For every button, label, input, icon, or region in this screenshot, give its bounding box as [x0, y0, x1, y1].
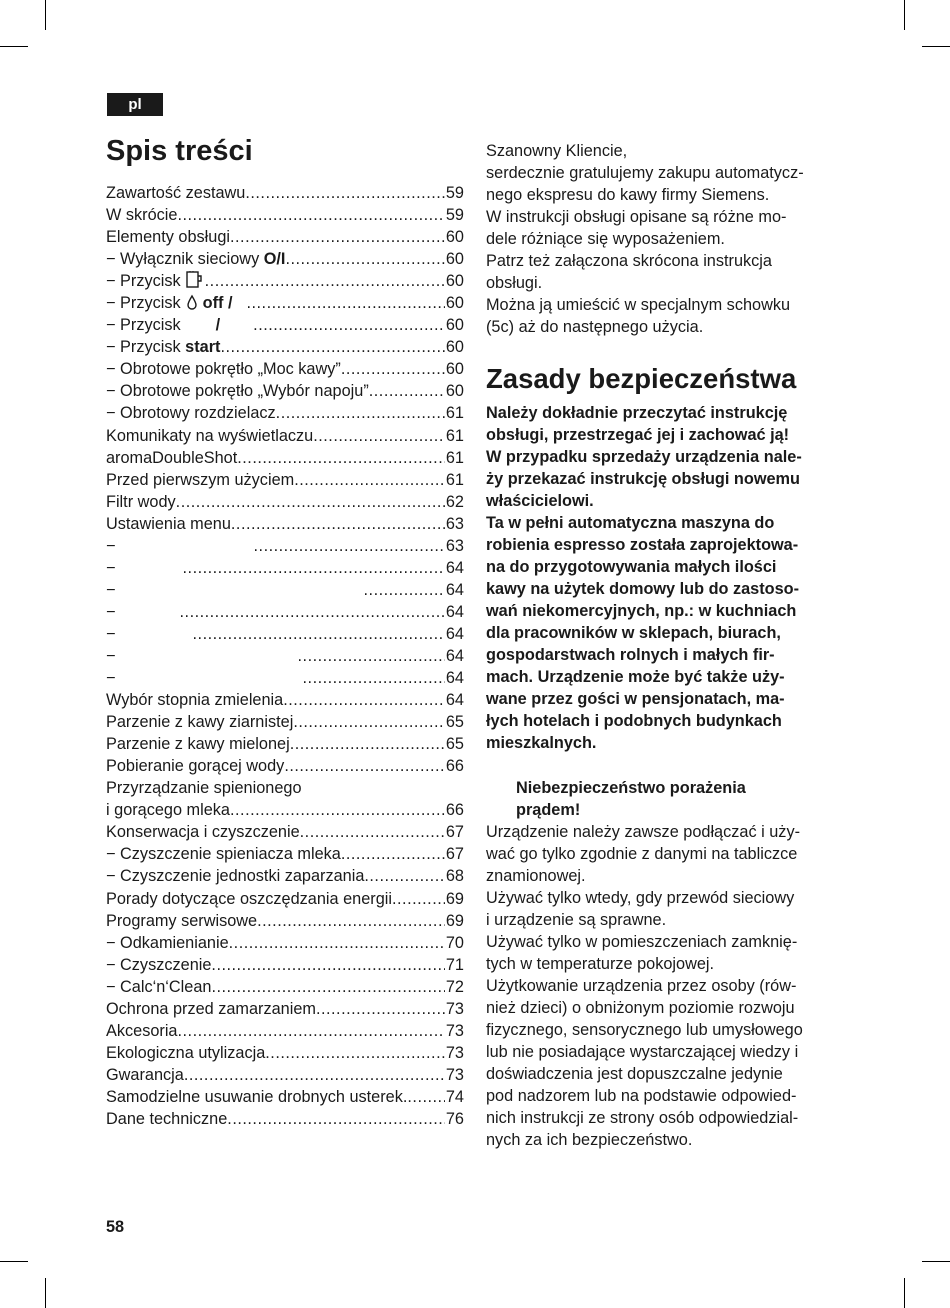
toc-leader-dots: [220, 336, 444, 358]
toc-leader-dots: [284, 755, 445, 777]
intro-line: Można ją umieścić w specjalnym schowku: [486, 296, 791, 314]
toc-entry-label: Przed pierwszym użyciem: [106, 470, 295, 489]
toc-page-number: 60: [445, 228, 464, 247]
toc-entry: [106, 535, 464, 557]
toc-entry: [106, 314, 464, 336]
toc-page-number: 61: [445, 426, 464, 445]
intro-line: Patrz też załączona skrócona instrukcja: [486, 252, 772, 270]
toc-leader-dots: [211, 954, 444, 976]
toc-page-number: 63: [445, 514, 464, 533]
toc-entry-label: − Czyszczenie spieniacza mleka: [106, 845, 341, 864]
toc-entry-label: Ochrona przed zamarzaniem: [106, 999, 316, 1018]
toc-entry: [106, 711, 464, 733]
safety-bold-line: wane przez gości w pensjonatach, ma-: [486, 690, 785, 708]
toc-leader-dots: [180, 601, 445, 623]
toc-entry: [106, 425, 464, 447]
toc-entry-label: − Calc‘n‘Clean: [106, 977, 212, 996]
toc-entry: [106, 601, 464, 623]
toc-entry-label: Ekologiczna utylizacja: [106, 1043, 266, 1062]
toc-entry-label: Filtr wody: [106, 492, 176, 511]
toc-leader-dots: [246, 292, 444, 314]
toc-leader-dots: [392, 888, 445, 910]
toc-entry: [106, 843, 464, 865]
crop-mark: [45, 1278, 46, 1308]
toc-entry-label: − Przycisk /: [106, 316, 221, 335]
safety-intro: [486, 402, 846, 754]
toc-page-number: 61: [445, 404, 464, 423]
safety-bold-line: mieszkalnych.: [486, 734, 597, 752]
toc-leader-dots: [230, 799, 445, 821]
safety-bold-line: Należy dokładnie przeczytać instrukcję: [486, 404, 788, 422]
toc-page-number: 70: [445, 933, 464, 952]
safety-bold-line: Ta w pełni automatyczna maszyna do: [486, 514, 775, 532]
safety-body-line: fizycznego, sensorycznego lub umysłowego: [486, 1021, 803, 1039]
toc-entry: [106, 292, 464, 314]
toc-page-number: 67: [445, 823, 464, 842]
toc-leader-dots: [341, 358, 445, 380]
safety-body-line: doświadczenia jest dopuszczalne jedynie: [486, 1065, 783, 1083]
intro-line: W instrukcji obsługi opisane są różne mo-: [486, 208, 787, 226]
toc-leader-dots: [364, 579, 445, 601]
toc-entry: [106, 1020, 464, 1042]
toc-leader-dots: [178, 1020, 445, 1042]
toc-entry-label: −: [106, 624, 116, 643]
toc-entry-label: −: [106, 646, 116, 665]
toc-entry-label: Komunikaty na wyświetlaczu: [106, 426, 314, 445]
toc-entry: [106, 579, 464, 601]
toc-entry-label: Zawartość zestawu: [106, 184, 246, 202]
safety-bold-line: mach. Urządzenie może być także uży-: [486, 668, 785, 686]
steam-drop-icon: [181, 294, 201, 312]
toc-page-number: 60: [445, 360, 464, 379]
intro-line: (5c) aż do następnego użycia.: [486, 318, 704, 336]
crop-mark: [904, 1278, 905, 1308]
toc-leader-dots: [369, 380, 445, 402]
warning-line: Niebezpieczeństwo porażenia: [516, 779, 746, 797]
toc-entry-label: Przyrządzanie spienionego: [106, 779, 302, 798]
toc-page-number: 72: [445, 977, 464, 996]
safety-bold-line: dla pracowników w sklepach, biurach,: [486, 624, 781, 642]
toc-entry: [106, 799, 464, 821]
safety-bold-line: W przypadku sprzedaży urządzenia nale-: [486, 448, 802, 466]
crop-mark: [45, 0, 46, 30]
toc-leader-dots: [285, 248, 444, 270]
toc-entry: [106, 865, 464, 887]
toc-leader-dots: [229, 932, 445, 954]
safety-body-line: nież dzieci) o obniżonym poziomie rozwoju: [486, 999, 795, 1017]
toc-entry-label: Pobieranie gorącej wody: [106, 757, 285, 776]
crop-mark: [0, 1261, 28, 1262]
toc-entry: [106, 513, 464, 535]
toc-leader-dots: [407, 1086, 444, 1108]
toc-entry-label: i gorącego mleka: [106, 801, 230, 820]
safety-title: Zasady bezpieczeństwa: [486, 363, 797, 394]
toc-entry-label: −: [106, 580, 116, 599]
toc-leader-dots: [230, 226, 445, 248]
intro-line: nego ekspresu do kawy firmy Siemens.: [486, 186, 770, 204]
safety-bold-line: na do przygotowywania małych ilości: [486, 558, 777, 576]
toc-page-number: 62: [445, 492, 464, 511]
toc-entry-label: Dane techniczne: [106, 1109, 228, 1128]
toc-entry: [106, 358, 464, 380]
safety-body-line: wać go tylko zgodnie z danymi na tabliczce: [486, 845, 798, 863]
toc-page-number: 74: [445, 1087, 464, 1106]
toc-entry-label: Elementy obsługi: [106, 228, 230, 247]
toc-entry-label: − Obrotowe pokrętło „Wybór napoju”: [106, 382, 369, 401]
toc-page-number: 64: [445, 602, 464, 621]
toc-entry-label: − Przycisk: [106, 270, 205, 292]
toc-entry-label: −: [106, 536, 116, 555]
toc-page-number: 69: [445, 911, 464, 930]
safety-body-line: Urządzenie należy zawsze podłączać i uży-: [486, 823, 801, 841]
toc-page-number: 65: [445, 735, 464, 754]
toc-page-number: 61: [445, 448, 464, 467]
toc-leader-dots: [176, 491, 445, 513]
toc-entry-label: Ustawienia menu: [106, 514, 231, 533]
toc-entry-label: Parzenie z kawy ziarnistej: [106, 713, 294, 732]
toc-leader-dots: [253, 314, 445, 336]
toc-page-number: 69: [445, 889, 464, 908]
safety-body-line: i urządzenie są sprawne.: [486, 911, 667, 929]
toc-page-number: 60: [445, 294, 464, 313]
safety-body: [486, 821, 846, 1151]
toc-entry: [106, 270, 464, 292]
safety-body-line: znamionowej.: [486, 867, 586, 885]
toc-leader-dots: [313, 425, 445, 447]
toc-leader-dots: [293, 711, 445, 733]
safety-bold-line: gospodarstwach rolnych i małych fir-: [486, 646, 775, 664]
toc-page-number: 64: [445, 646, 464, 665]
crop-mark: [904, 0, 905, 30]
toc-entry: [106, 645, 464, 667]
toc-page-number: 59: [445, 206, 464, 225]
toc-entry: [106, 755, 464, 777]
toc-entry: [106, 182, 464, 204]
intro-line: Szanowny Kliencie,: [486, 142, 628, 160]
toc-entry: [106, 910, 464, 932]
toc-entry-label: − Czyszczenie: [106, 955, 212, 974]
toc-entry-label: Konserwacja i czyszczenie: [106, 823, 300, 842]
toc-page-number: 71: [445, 955, 464, 974]
toc-entry-label: Porady dotyczące oszczędzania energii: [106, 889, 392, 908]
toc-leader-dots: [298, 645, 445, 667]
safety-body-line: nich instrukcji ze strony osób odpowiedzial-: [486, 1109, 799, 1127]
crop-mark: [922, 46, 950, 47]
toc-page-number: 60: [445, 316, 464, 335]
toc-entry-label: Samodzielne usuwanie drobnych usterek.: [106, 1087, 408, 1106]
safety-body-line: Używać tylko wtedy, gdy przewód sieciowy: [486, 889, 795, 907]
toc-entry: [106, 976, 464, 998]
toc-entry: [106, 932, 464, 954]
toc-leader-dots: [237, 447, 445, 469]
toc-leader-dots: [300, 821, 445, 843]
toc-entry-label: − Czyszczenie jednostki zaparzania: [106, 867, 365, 886]
table-of-contents: [106, 182, 464, 1130]
toc-entry: [106, 469, 464, 491]
toc-page-number: 73: [445, 999, 464, 1018]
toc-entry: [106, 402, 464, 424]
toc-page-number: 60: [445, 250, 464, 269]
toc-page-number: 73: [445, 1021, 464, 1040]
toc-leader-dots: [205, 270, 445, 292]
toc-entry: [106, 1086, 464, 1108]
toc-entry: [106, 1108, 464, 1130]
toc-leader-dots: [341, 843, 445, 865]
toc-entry: [106, 998, 464, 1020]
toc-page-number: 60: [445, 382, 464, 401]
safety-body-line: nych za ich bezpieczeństwo.: [486, 1131, 693, 1149]
safety-bold-line: wań niekomercyjnych, np.: w kuchniach: [486, 602, 797, 620]
toc-page-number: 73: [445, 1043, 464, 1062]
safety-bold-line: obsługi, przestrzegać jej i zachować ją!: [486, 426, 790, 444]
cup-icon: [181, 272, 205, 290]
toc-leader-dots: [303, 667, 445, 689]
safety-body-line: Używać tylko w pomieszczeniach zamknię-: [486, 933, 798, 951]
page-number: 58: [106, 1218, 125, 1236]
safety-bold-line: ży przekazać instrukcję obsługi nowemu: [486, 470, 800, 488]
toc-page-number: 60: [445, 338, 464, 357]
toc-entry-label: −: [106, 558, 116, 577]
safety-bold-line: kawy na użytek domowy lub do zastoso-: [486, 580, 800, 598]
toc-entry: [106, 226, 464, 248]
intro-line: dele różniące się wyposażeniem.: [486, 230, 725, 248]
safety-body-line: lub nie posiadające wystarczającej wiedzy i: [486, 1043, 799, 1061]
toc-page-number: 67: [445, 845, 464, 864]
toc-entry: [106, 380, 464, 402]
toc-entry-label: Akcesoria: [106, 1021, 178, 1040]
toc-leader-dots: [177, 204, 444, 226]
toc-leader-dots: [254, 535, 445, 557]
toc-entry: [106, 557, 464, 579]
toc-leader-dots: [227, 1108, 445, 1130]
toc-page-number: 64: [445, 580, 464, 599]
toc-page-number: 66: [445, 757, 464, 776]
toc-entry: [106, 204, 464, 226]
toc-page-number: 63: [445, 536, 464, 555]
warning-line: prądem!: [516, 801, 581, 819]
toc-entry: [106, 1064, 464, 1086]
toc-page-number: 66: [445, 801, 464, 820]
toc-leader-dots: [276, 402, 445, 424]
toc-entry-label: −: [106, 602, 116, 621]
toc-entry-label: − Obrotowy rozdzielacz: [106, 404, 276, 423]
toc-entry-label: Programy serwisowe: [106, 911, 258, 930]
toc-entry-label: W skrócie: [106, 206, 178, 225]
toc-entry: [106, 733, 464, 755]
intro-text: [486, 140, 846, 338]
toc-page-number: 65: [445, 713, 464, 732]
toc-entry: [106, 821, 464, 843]
toc-entry-label: − Odkamienianie: [106, 933, 229, 952]
toc-entry-label: Parzenie z kawy mielonej: [106, 735, 290, 754]
crop-mark: [922, 1261, 950, 1262]
toc-page-number: 64: [445, 624, 464, 643]
toc-leader-dots: [364, 865, 445, 887]
toc-entry: [106, 954, 464, 976]
toc-entry-label: −: [106, 669, 116, 688]
safety-bold-line: właścicielowi.: [486, 492, 594, 510]
safety-bold-line: łych hotelach i podobnych budynkach: [486, 712, 782, 730]
toc-leader-dots: [265, 1042, 445, 1064]
toc-entry-label: Gwarancja: [106, 1065, 184, 1084]
toc-entry: [106, 623, 464, 645]
toc-leader-dots: [257, 910, 445, 932]
toc-entry: [106, 689, 464, 711]
toc-page-number: 59: [445, 184, 464, 202]
toc-page-number: 60: [445, 272, 464, 291]
toc-entry-label: aromaDoubleShot: [106, 448, 238, 467]
toc-leader-dots: [245, 182, 445, 204]
language-tab: pl: [107, 93, 163, 116]
crop-mark: [0, 46, 28, 47]
toc-leader-dots: [193, 623, 445, 645]
intro-line: serdecznie gratulujemy zakupu automatycz-: [486, 164, 804, 182]
toc-leader-dots: [290, 733, 445, 755]
toc-leader-dots: [211, 976, 444, 998]
toc-entry-label: − Obrotowe pokrętło „Moc kawy”: [106, 360, 341, 379]
toc-leader-dots: [231, 513, 445, 535]
safety-body-line: tych w temperaturze pokojowej.: [486, 955, 715, 973]
toc-page-number: 61: [445, 470, 464, 489]
toc-entry: [106, 447, 464, 469]
toc-leader-dots: [183, 557, 445, 579]
safety-body-line: pod nadzorem lub na podstawie odpowied-: [486, 1087, 797, 1105]
toc-entry: [106, 888, 464, 910]
toc-entry-label: Wybór stopnia zmielenia: [106, 691, 284, 710]
toc-title: Spis treści: [106, 135, 253, 167]
toc-entry: [106, 667, 464, 689]
toc-page-number: 64: [445, 669, 464, 688]
toc-leader-dots: [283, 689, 445, 711]
toc-page-number: 76: [445, 1109, 464, 1128]
toc-leader-dots: [184, 1064, 445, 1086]
toc-entry: [106, 336, 464, 358]
toc-entry: [106, 777, 464, 799]
toc-page-number: 73: [445, 1065, 464, 1084]
toc-page-number: 64: [445, 558, 464, 577]
toc-entry: [106, 491, 464, 513]
toc-leader-dots: [294, 469, 445, 491]
toc-entry-label: − Przycisk start: [106, 338, 221, 357]
warning-heading: [516, 777, 836, 821]
intro-line: obsługi.: [486, 274, 543, 292]
safety-body-line: Użytkowanie urządzenia przez osoby (rów-: [486, 977, 797, 995]
toc-entry-label: − Wyłącznik sieciowy O/I: [106, 250, 286, 269]
toc-leader-dots: [316, 998, 445, 1020]
toc-page-number: 64: [445, 691, 464, 710]
safety-bold-line: robienia espresso została zaprojektowa-: [486, 536, 799, 554]
toc-entry-label: − Przycisk off /: [106, 294, 233, 313]
toc-entry: [106, 1042, 464, 1064]
toc-page-number: 68: [445, 867, 464, 886]
toc-entry: [106, 248, 464, 270]
